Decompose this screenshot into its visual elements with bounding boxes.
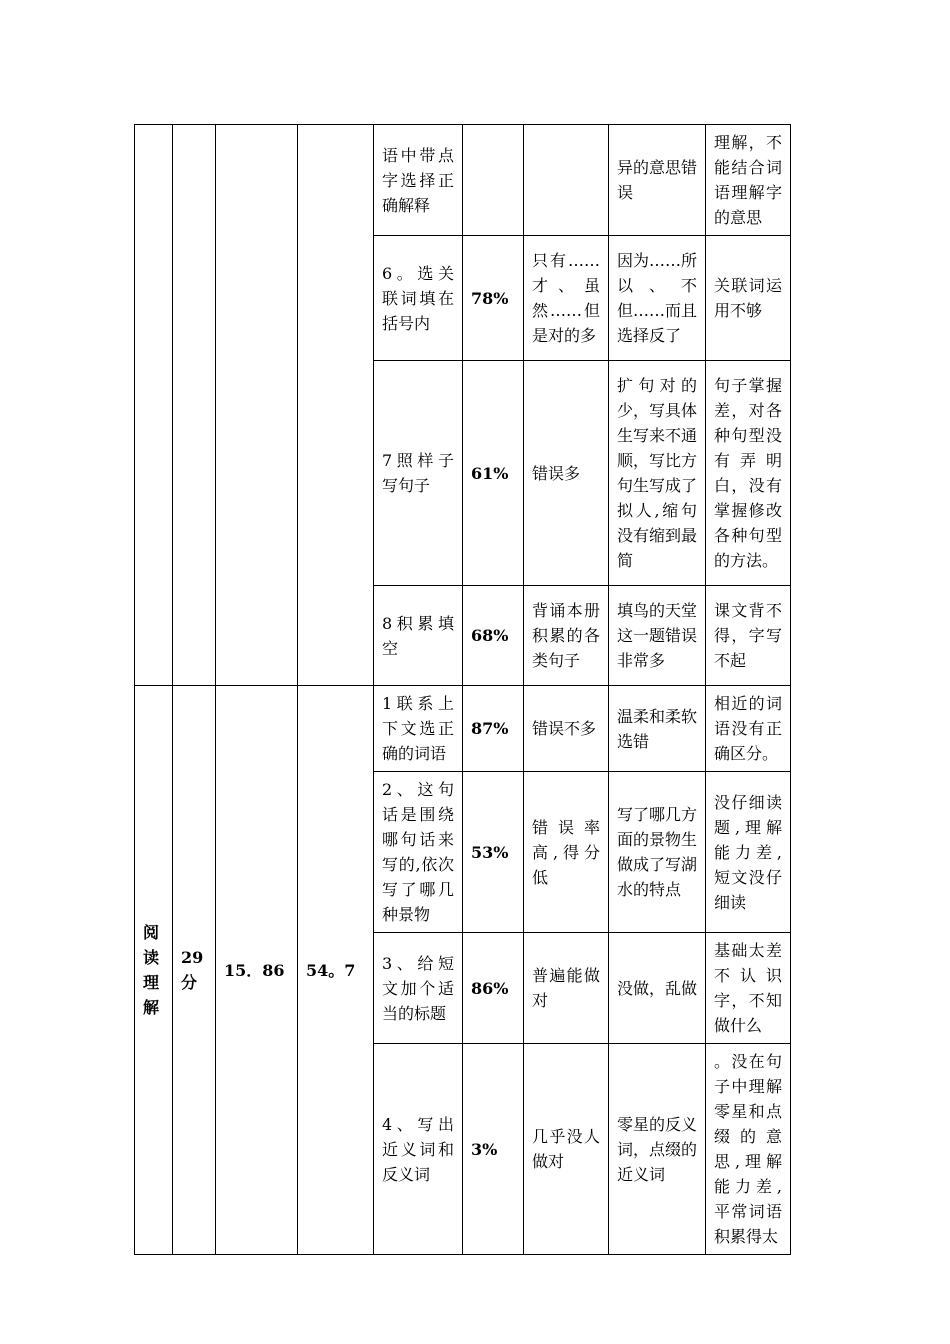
errors-cell: 温柔和柔软选错 xyxy=(609,686,706,772)
reasons-cell: 课文背不得，字写不起 xyxy=(706,586,791,686)
rate-cell: 68% xyxy=(463,586,524,686)
question-cell: 2、这句话是围绕哪句话来写的,依次写了哪几种景物 xyxy=(374,772,463,933)
analysis-table xyxy=(134,124,791,1255)
reasons-cell: 。没在句子中理解零星和点缀的意思,理解能力差,平常词语积累得太 xyxy=(706,1044,791,1255)
rate-cell: 86% xyxy=(463,933,524,1044)
typical-cell: 错误不多 xyxy=(524,686,609,772)
reasons-cell: 基础太差不认识字，不知做什么 xyxy=(706,933,791,1044)
rate-cell xyxy=(463,125,524,236)
typical-cell: 几乎没人做对 xyxy=(524,1044,609,1255)
rate-cell: 78% xyxy=(463,236,524,361)
question-cell: 3、给短文加个适当的标题 xyxy=(374,933,463,1044)
reasons-cell: 句子掌握差，对各种句型没有弄明白，没有掌握修改各种句型的方法。 xyxy=(706,361,791,586)
rate-cell: 3% xyxy=(463,1044,524,1255)
empty-cell xyxy=(216,125,298,686)
rate-cell: 61% xyxy=(463,361,524,586)
question-cell: 语中带点字选择正确解释 xyxy=(374,125,463,236)
errors-cell: 异的意思错误 xyxy=(609,125,706,236)
errors-cell: 扩句对的少，写具体生写来不通顺，写比方句生写成了拟人,缩句没有缩到最简 xyxy=(609,361,706,586)
errors-cell: 零星的反义词，点缀的近义词 xyxy=(609,1044,706,1255)
total-score-cell: 29分 xyxy=(173,686,216,1255)
typical-cell: 普遍能做对 xyxy=(524,933,609,1044)
reasons-cell: 没仔细读题,理解能力差,短文没仔细读 xyxy=(706,772,791,933)
question-cell: 1联系上下文选正确的词语 xyxy=(374,686,463,772)
table-row xyxy=(135,686,791,772)
question-cell: 4、写出近义词和反义词 xyxy=(374,1044,463,1255)
reasons-cell: 理解，不能结合词语理解字的意思 xyxy=(706,125,791,236)
errors-cell: 写了哪几方面的景物生做成了写湖水的特点 xyxy=(609,772,706,933)
errors-cell: 填鸟的天堂这一题错误非常多 xyxy=(609,586,706,686)
typical-cell: 只有……才、虽然……但是对的多 xyxy=(524,236,609,361)
typical-cell: 错误多 xyxy=(524,361,609,586)
typical-cell xyxy=(524,125,609,236)
rate-cell: 53% xyxy=(463,772,524,933)
section-name-cell: 阅读理解 xyxy=(135,686,173,1255)
reasons-cell: 相近的词语没有正确区分。 xyxy=(706,686,791,772)
empty-cell xyxy=(135,125,173,686)
typical-cell: 背诵本册积累的各类句子 xyxy=(524,586,609,686)
score-rate-cell: 54。7 xyxy=(298,686,374,1255)
errors-cell: 没做，乱做 xyxy=(609,933,706,1044)
question-cell: 8积累填空 xyxy=(374,586,463,686)
empty-cell xyxy=(298,125,374,686)
empty-cell xyxy=(173,125,216,686)
reasons-cell: 关联词运用不够 xyxy=(706,236,791,361)
errors-cell: 因为……所以、不但……而且选择反了 xyxy=(609,236,706,361)
question-cell: 6。选关联词填在括号内 xyxy=(374,236,463,361)
rate-cell: 87% xyxy=(463,686,524,772)
question-cell: 7照样子写句子 xyxy=(374,361,463,586)
table-row xyxy=(135,125,791,236)
typical-cell: 错误率高,得分低 xyxy=(524,772,609,933)
average-score-cell: 15．86 xyxy=(216,686,298,1255)
